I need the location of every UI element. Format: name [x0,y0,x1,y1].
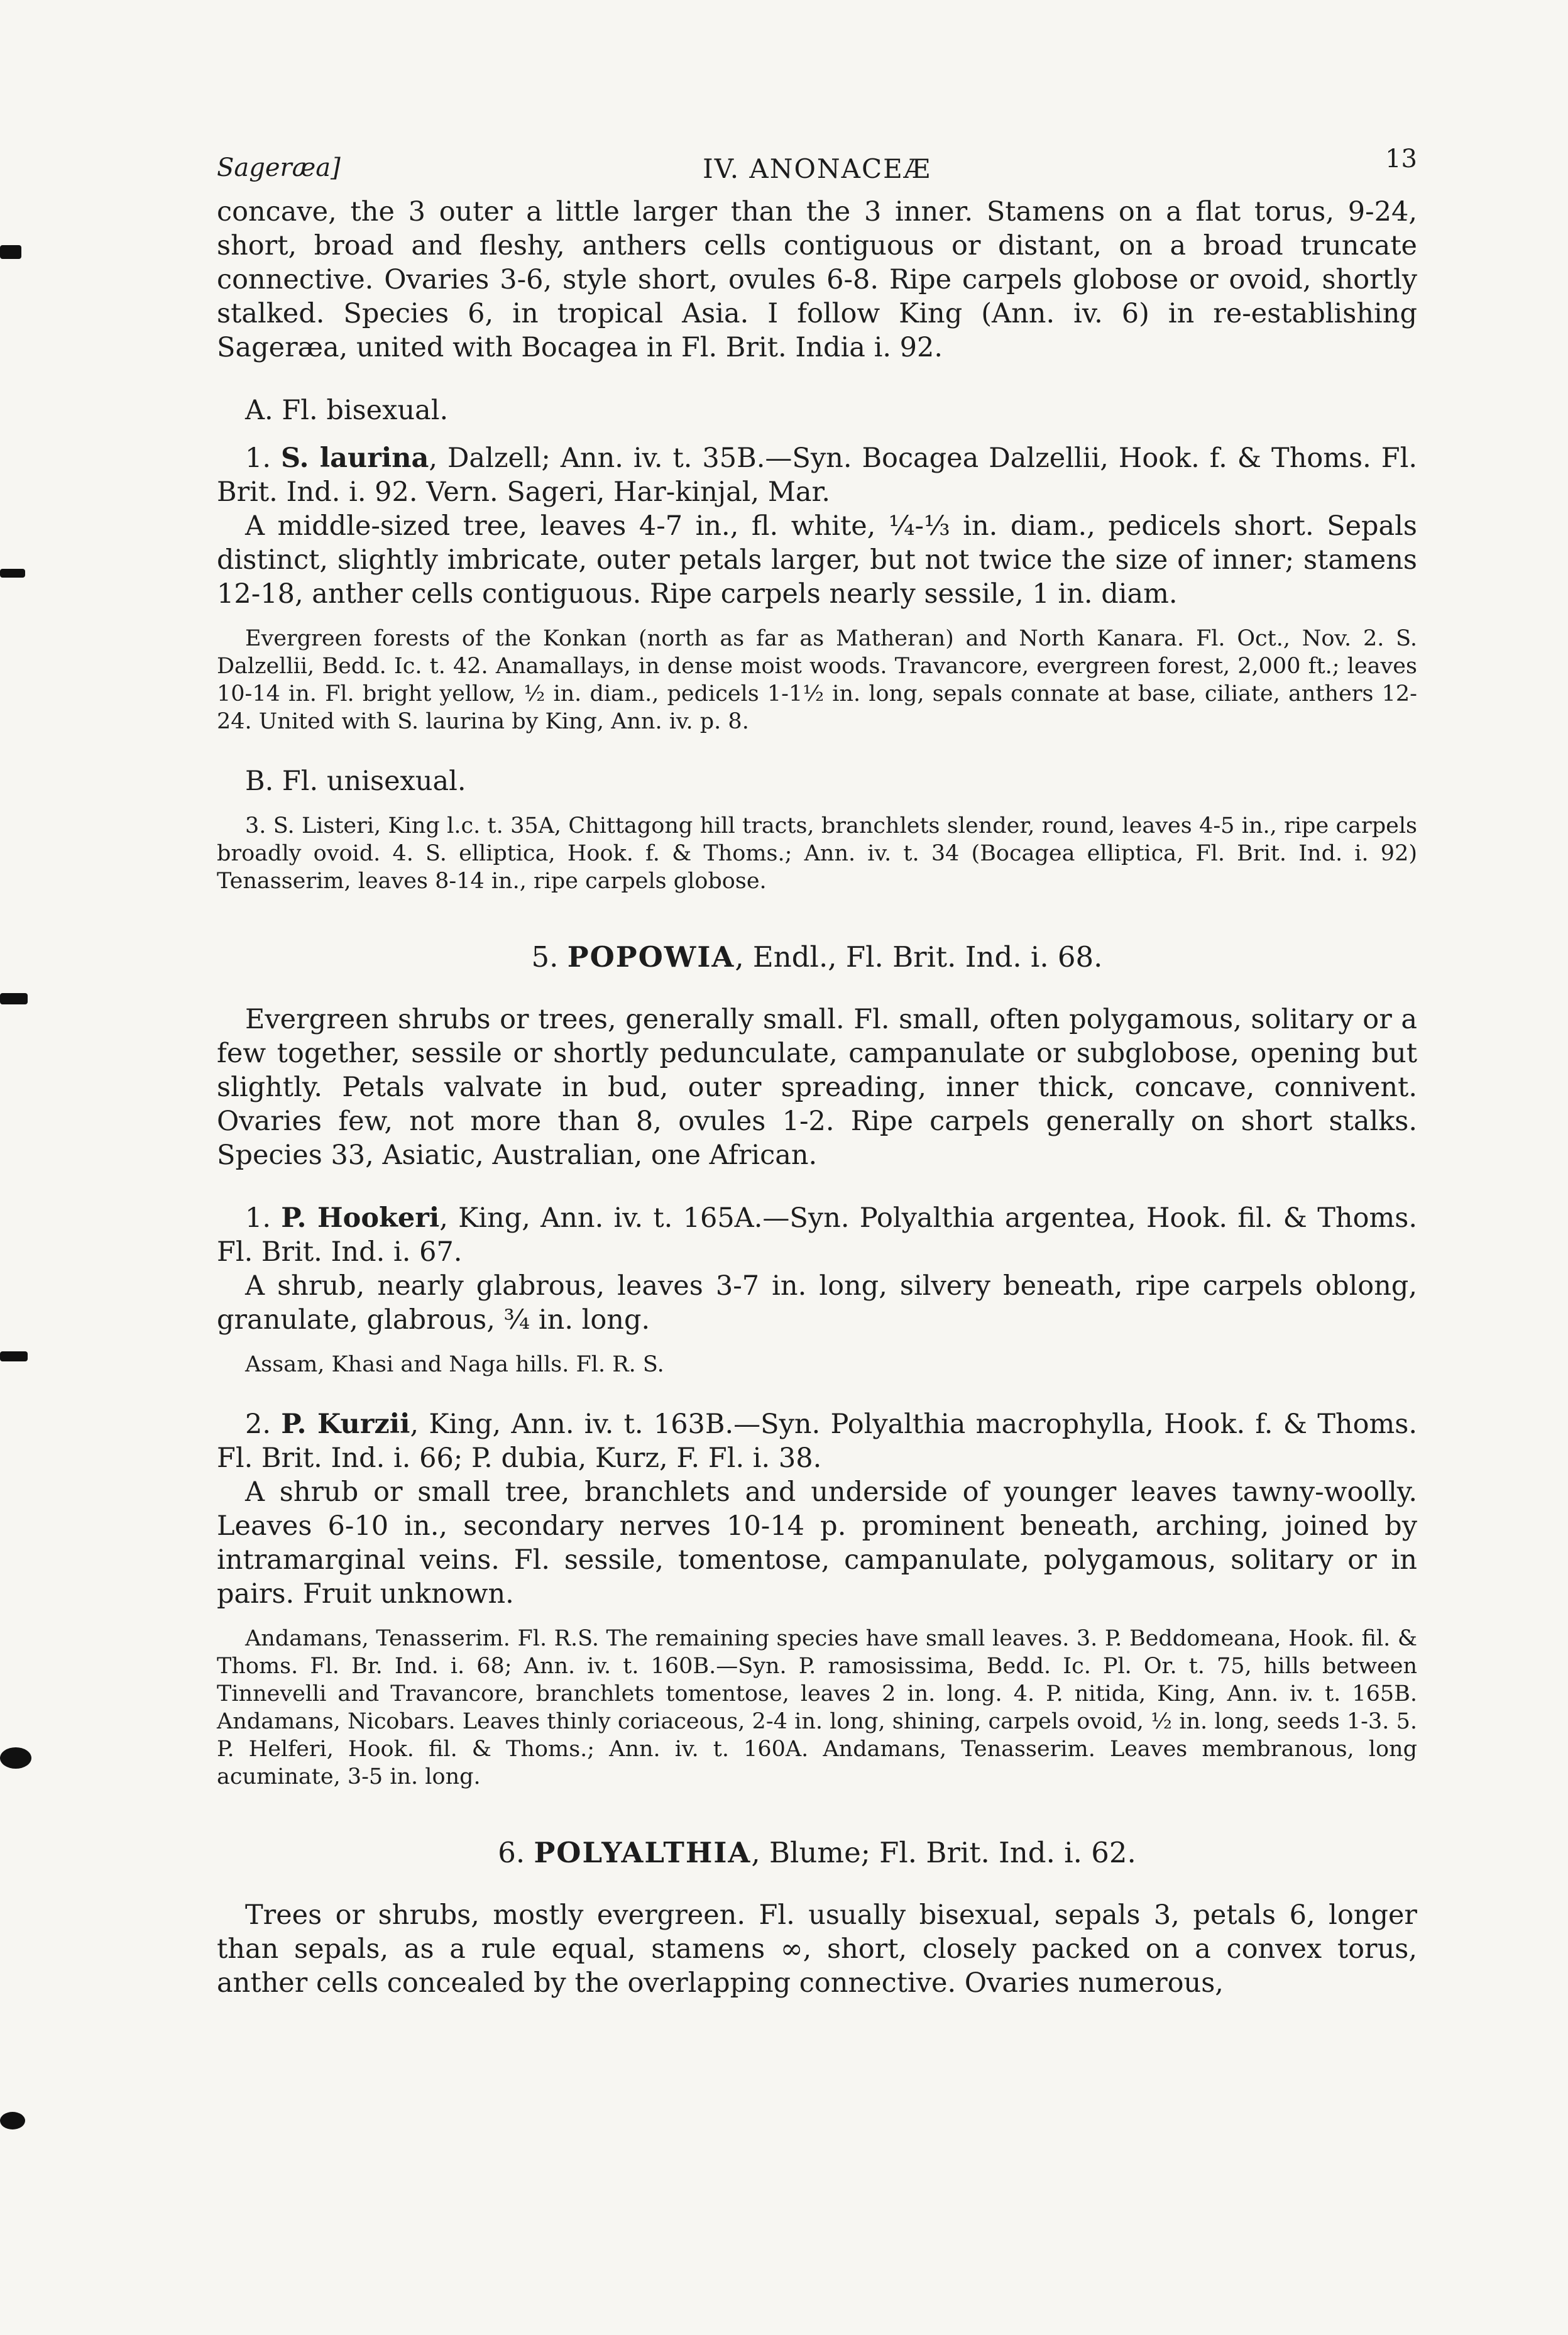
running-head-left: Sageræa] [217,153,341,182]
species-number: 2. [245,1409,271,1440]
species-description: A shrub or small tree, branchlets and underside of younger leaves tawny-woolly. Leaves 6-10 in., secondary nerves 10-14 p. prominent beneath, arching, joined by intramarginal veins. Fl. sessile, tomentose, campanulate, polygamous, solitary or in pairs. Fruit unknown. [217,1476,1417,1610]
species-entry-s-laurina [217,441,1417,509]
binding-mark [0,993,28,1004]
distribution-note: Assam, Khasi and Naga hills. Fl. R. S. [245,1352,664,1377]
book-page [217,145,1417,2000]
species-description: A middle-sized tree, leaves 4-7 in., fl. white, ¼-⅓ in. diam., pedicels short. Sepals distinct, slightly imbricate, outer petals larger, but not twice the size of inner; stamens 12-18, anther cells contiguous. Ripe carpels nearly sessile, 1 in. diam. [217,510,1417,610]
binding-mark [0,1747,31,1769]
species-name: S. laurina [281,442,429,474]
genus-number: 5. [531,940,559,974]
species-name: P. Hookeri [281,1202,440,1234]
species-description: A shrub, nearly glabrous, leaves 3-7 in. long, silvery beneath, ripe carpels oblong, granulate, glabrous, ¾ in. long. [217,1270,1417,1336]
genus-description: Evergreen shrubs or trees, generally small. Fl. small, often polygamous, solitary or a few together, sessile or shortly pedunculate, campanulate or subglobose, opening but slightly. Petals valvate in bud, outer spreading, inner thick, concave, connivent. Ovaries few, not more than 8, ovules 1-2. Ripe carpels generally on short stalks. Species 33, Asiatic, Australian, one African. [217,1004,1417,1171]
species-reference: , King, Ann. iv. t. 163B.—Syn. Polyalthia macrophylla, Hook. f. & Thoms. Fl. Brit. Ind. i. 66; P. dubia, Kurz, F. Fl. i. 38. [217,1409,1418,1474]
binding-mark [0,1351,28,1361]
species-name: P. Kurzii [281,1409,410,1440]
genus-reference: , Blume; Fl. Brit. Ind. i. 62. [751,1836,1136,1869]
distribution-note: 3. S. Listeri, King l.c. t. 35A, Chittagong hill tracts, branchlets slender, round, leaves 4-5 in., ripe carpels broadly ovoid. 4. S. elliptica, Hook. f. & Thoms.; Ann. iv. t. 34 (Bocagea elliptica, Fl. Brit. Ind. i. 92) Tenasserim, leaves 8-14 in., ripe carpels globose. [217,813,1417,894]
species-entry-p-hookeri [217,1201,1417,1269]
genus-name: POLYALTHIA [534,1836,752,1869]
genus-number: 6. [498,1836,525,1869]
species-number: 1. [245,1202,271,1234]
distribution-note: Evergreen forests of the Konkan (north as far as Matheran) and North Kanara. Fl. Oct., Nov. 2. S. Dalzellii, Bedd. Ic. t. 42. Anamallays, in dense moist woods. Travancore, evergreen forest, 2,000 ft.; leaves 10-14 in. Fl. bright yellow, ½ in. diam., pedicels 1-1½ in. long, sepals connate at base, ciliate, anthers 12-24. United with S. laurina by King, Ann. iv. p. 8. [217,626,1417,734]
species-number: 1. [245,442,271,474]
genus-description: Trees or shrubs, mostly evergreen. Fl. usually bisexual, sepals 3, petals 6, longer than sepals, as a rule equal, stamens ∞, short, closely packed on a convex torus, anther cells concealed by the overlapping connective. Ovaries numerous, [217,1899,1417,1999]
genus-heading-polyalthia [217,1836,1417,1869]
genus-heading-popowia [217,940,1417,974]
genus-name: POPOWIA [567,940,735,974]
species-entry-p-kurzii [217,1407,1417,1475]
running-header [217,145,1417,195]
genus-reference: , Endl., Fl. Brit. Ind. i. 68. [735,940,1103,974]
species-reference: , King, Ann. iv. t. 165A.—Syn. Polyalthia argentea, Hook. fil. & Thoms. Fl. Brit. Ind. i. 67. [217,1202,1417,1268]
group-a-heading: A. Fl. bisexual. [245,395,449,426]
binding-mark [0,245,21,259]
sageraea-intro: concave, the 3 outer a little larger than the 3 inner. Stamens on a flat torus, 9-24, short, broad and fleshy, anthers cells contiguous or distant, on a broad truncate connective. Ovaries 3-6, style short, ovules 6-8. Ripe carpels globose or ovoid, shortly stalked. Species 6, in tropical Asia. I follow King (Ann. iv. 6) in re-establishing Sageræa, united with Bocagea in Fl. Brit. India i. 92. [217,196,1417,363]
running-head-center: IV. ANONACEÆ [703,153,931,184]
group-b-heading: B. Fl. unisexual. [245,766,466,797]
distribution-note: Andamans, Tenasserim. Fl. R.S. The remaining species have small leaves. 3. P. Beddomeana, Hook. fil. & Thoms. Fl. Br. Ind. i. 68; Ann. iv. t. 160B.—Syn. P. ramosissima, Bedd. Ic. Pl. Or. t. 75, hills between Tinnevelli and Travancore, branchlets tomentose, leaves 2 in. long. 4. P. nitida, King, Ann. iv. t. 165B. Andamans, Nicobars. Leaves thinly coriaceous, 2-4 in. long, shining, carpels ovoid, ½ in. long, seeds 1-3. 5. P. Helferi, Hook. fil. & Thoms.; Ann. iv. t. 160A. Andamans, Tenasserim. Leaves membranous, long acuminate, 3-5 in. long. [217,1626,1417,1789]
binding-mark [0,569,25,578]
page-number: 13 [1385,145,1417,173]
binding-mark [0,2112,25,2129]
species-reference: , Dalzell; Ann. iv. t. 35B.—Syn. Bocagea Dalzellii, Hook. f. & Thoms. Fl. Brit. Ind. i. 92. Vern. Sageri, Har-kinjal, Mar. [217,442,1417,508]
